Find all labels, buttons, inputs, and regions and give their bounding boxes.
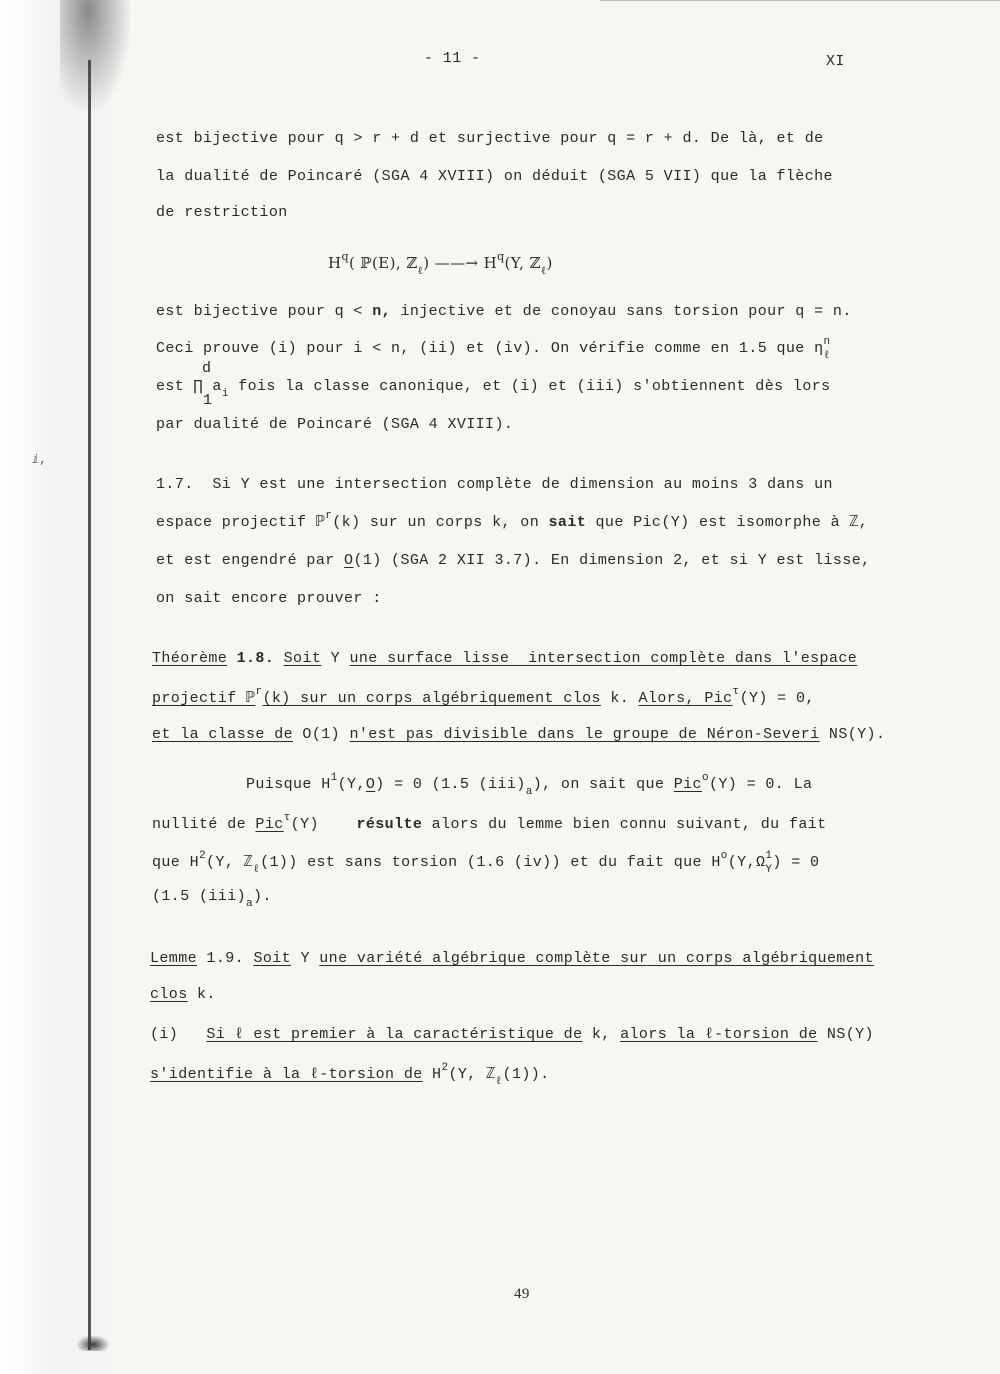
proof-line-4: (1.5 $(iii)_a$). [152,888,272,910]
text-line-1: est bijective pour q > r + d et surjective pour q = r + d. De là, et de [156,130,824,147]
product-upper-limit: d [202,360,212,377]
text-line-5: est bijective pour q < n, injective et de conoyau sans torsion pour q = n. [156,303,852,320]
para-1-7-line-4: on sait encore prouver : [156,590,382,607]
text-line-8: par dualité de Poincaré (SGA 4 XVIII). [156,416,514,433]
lemma-1-9-line-1: Lemme 1.9. Soit Y une variété algébrique complète sur un corps algébriquement [150,950,874,967]
para-1-7-line-3: et est engendré par O(1) (SGA 2 XII 3.7). En dimension 2, et si Y est lisse, [156,552,871,569]
binding-edge [88,60,91,1350]
proof-line-2: nullité de Pic$^\tau$(Y) résulte alors du lemme bien connu suivant, du fait [152,812,827,833]
proof-line-3: que $H^2(Y$, ℤ$_\ell$(1)) est sans torsion (1.6 (iv)) et du fait que $H^o(Y,\Omega^1_Y) = 0$ [152,850,820,876]
theorem-1-8-line-1: Théorème 1.8. Soit Y une surface lisse intersection complète dans l'espace [152,650,858,667]
theorem-1-8-line-3: et la classe de O(1) n'est pas divisible dans le groupe de Néron-Severi NS(Y). [152,726,886,743]
margin-annotation: ⅈ, [32,453,47,467]
proof-line-1: Puisque $H^1(Y,O) = 0$ (1.5 $(iii)_a$), on sait que Pic$^o$(Y) = 0. La [246,772,813,798]
lemma-1-9-line-2: clos k. [150,986,216,1003]
scan-corner-shadow [60,0,130,110]
restriction-equation: $H^q$( ℙ(E), ℤ$_\ell$) ——→ $H^q(Y$, ℤ$_\ell$) [328,250,553,277]
lemma-1-9-line-3: (i) Si ℓ est premier à la caractéristique de k, alors la ℓ-torsion de NS(Y) [150,1026,874,1043]
text-line-7: est ∏ $a_i$ fois la classe canonique, et (i) et (iii) s'obtiennent dès lors [156,378,831,400]
text-line-6: Ceci prouve (i) pour i < n, (ii) et (iv). On vérifie comme en 1.5 que $\eta^n_\ell$ [156,336,831,362]
footer-page-number: 49 [514,1286,530,1302]
para-1-7-line-1: 1.7. Si Y est une intersection complète de dimension au moins 3 dans un [156,476,833,493]
page-header-number: - 11 - [424,50,481,67]
product-lower-limit: 1 [203,392,213,409]
scan-spine-shadow [0,0,120,1374]
text-line-3: de restriction [156,204,288,221]
text-line-2: la dualité de Poincaré (SGA 4 XVIII) on déduit (SGA 5 VII) que la flèche [156,168,833,185]
theorem-1-8-line-2: projectif ℙ$^r$(k) sur un corps algébriquement clos k. Alors, Pic$^\tau$(Y) = 0, [152,686,815,707]
para-1-7-line-2: espace projectif ℙ$^r$(k) sur un corps k, on sait que Pic(Y) est isomorphe à ℤ, [156,510,869,531]
scan-top-edge [600,0,1000,1]
chapter-roman-numeral: XI [826,53,845,70]
lemma-1-9-line-4: s'identifie à la ℓ-torsion de $H^2(Y$, ℤ$_\ell$(1)). [150,1062,550,1088]
binding-foot [76,1335,110,1351]
